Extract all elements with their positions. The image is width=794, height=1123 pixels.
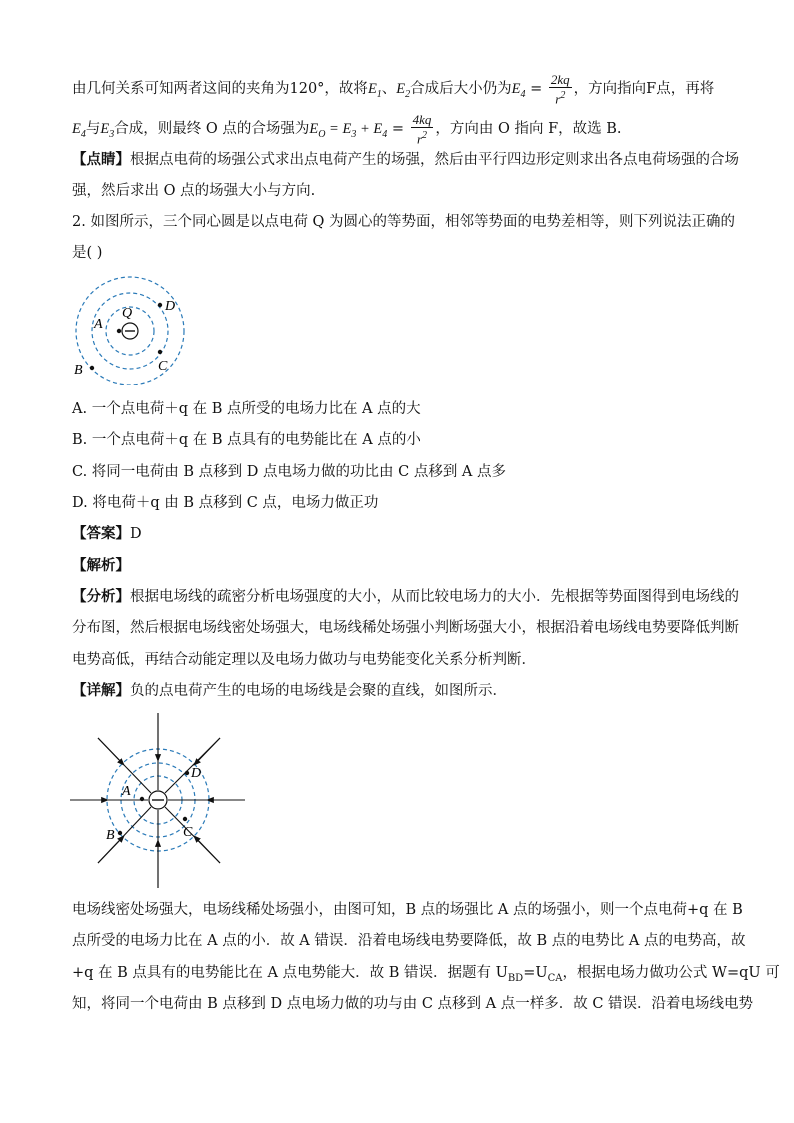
- comment-label: 【点睛】: [72, 151, 130, 168]
- label-D: D: [165, 299, 176, 314]
- point-D-dot: [185, 771, 189, 775]
- eo-expression: $E_O = E_3 + E_4$: [309, 121, 388, 141]
- text-span: 与: [85, 121, 101, 138]
- label-D: D: [191, 766, 202, 781]
- field-lines-figure: [70, 713, 248, 888]
- point-B-dot: [90, 366, 94, 370]
- fenxi-label: 【分析】: [72, 588, 130, 605]
- fenxi-line-3: 电势高低，再结合动能定理以及电场力做功与电势能变化关系分析判断．: [72, 652, 536, 668]
- point-C-dot: [183, 817, 187, 821]
- label-B: B: [74, 363, 83, 378]
- comment-text: 根据点电荷的场强公式求出点电荷产生的场强，然后由平行四边形定则求出各点电荷场强的合场: [130, 152, 739, 168]
- e4-symbol: $E_4$: [72, 121, 86, 141]
- text-span: 合成，则最终 O 点的合场强为: [114, 121, 310, 138]
- text-span: 由几何关系可知两者这间的夹角为120°，故将: [72, 81, 368, 98]
- field-line-top-left-arrow: [98, 738, 122, 763]
- question-line-1: 2. 如图所示，三个同心圆是以点电荷 Q 为圆心的等势面，相邻等势面的电势差相等，则下列说法正确的: [72, 214, 736, 230]
- label-A: A: [94, 317, 103, 332]
- xiangjie-label: 【详解】: [72, 682, 130, 699]
- field-line-top-right-arrow: [196, 738, 220, 763]
- body-line-4: 知，将同一个电荷由 B 点移到 D 点电场力做的功与由 C 点移到 A 点一样多．故 C 错误．沿着电场线电势: [72, 996, 754, 1012]
- text-span: 、: [381, 81, 397, 98]
- fraction-4kq-r2: $\frac{4kq}{r^2}$: [412, 112, 432, 147]
- point-A-dot: [117, 329, 121, 333]
- subscript-bd: BD: [507, 972, 524, 984]
- analysis-title: 【解析】: [72, 557, 130, 574]
- answer-label: 【答案】: [72, 525, 130, 542]
- equals-sign: =: [525, 81, 547, 98]
- field-line-bottom-right-arrow: [196, 838, 220, 863]
- fenxi-text: 根据电场线的疏密分析电场强度的大小，从而比较电场力的大小．先根据等势面图得到电场线的: [130, 589, 739, 605]
- equipotential-figure: [68, 270, 198, 385]
- text-span: 合成后大小仍为: [410, 81, 512, 98]
- point-A-dot: [140, 797, 144, 801]
- label-C: C: [183, 825, 193, 840]
- question-line-2: 是( ): [72, 245, 103, 261]
- e2-symbol: $E_2$: [396, 81, 411, 101]
- text-span: +q 在 B 点具有的电势能比在 A 点电势能大．故 B 错误．据题有 U: [72, 965, 508, 981]
- point-B-dot: [118, 831, 122, 835]
- answer-value: D: [130, 526, 142, 542]
- e4-symbol: $E_4$: [511, 81, 526, 101]
- comment-line-2: 强，然后求出 O 点的场强大小与方向.: [72, 183, 316, 199]
- fraction-2kq-r2: $\frac{2kq}{r^2}$: [550, 72, 570, 107]
- point-D-dot: [158, 303, 162, 307]
- option-b: B. 一个点电荷＋q 在 B 点具有的电势能比在 A 点的小: [72, 432, 421, 448]
- comment-line-1: [72, 150, 739, 170]
- label-A: A: [122, 784, 131, 799]
- label-C: C: [158, 359, 168, 374]
- point-C-dot: [158, 350, 162, 354]
- option-d: D. 将电荷＋q 由 B 点移到 C 点，电场力做正功: [72, 495, 379, 511]
- text-span: ，方向指向F点，再将: [573, 81, 715, 98]
- paragraph-line-2: [72, 112, 622, 146]
- text-span: =U: [523, 965, 548, 981]
- e3-symbol: $E_3$: [100, 121, 115, 141]
- body-line-1: 电场线密处场强大，电场线稀处场强小，由图可知，B 点的场强比 A 点的场强小，则一个点电荷+q 在 B: [72, 902, 743, 918]
- option-c: C. 将同一电荷由 B 点移到 D 点电场力做的功比由 C 点移到 A 点多: [72, 464, 507, 480]
- xiangjie-text: 负的点电荷产生的电场的电场线是会聚的直线，如图所示．: [130, 683, 507, 699]
- answer-line: [72, 524, 142, 544]
- e1-symbol: $E_1$: [367, 81, 382, 101]
- paragraph-line-1: [72, 72, 714, 106]
- fenxi-line-2: 分布图，然后根据电场线密处场强大，电场线稀处场强小判断场强大小，根据沿着电场线电势要降低判断: [72, 620, 739, 636]
- body-line-3: [72, 963, 780, 989]
- label-B: B: [106, 828, 115, 843]
- label-Q: Q: [122, 306, 133, 321]
- option-a: A. 一个点电荷＋q 在 B 点所受的电场力比在 A 点的大: [72, 401, 421, 417]
- text-span: ，方向由 O 指向 F，故选 B.: [435, 121, 622, 138]
- body-line-2: 点所受的电场力比在 A 点的小．故 A 错误．沿着电场线电势要降低，故 B 点的电势比 A 点的电势高，故: [72, 933, 746, 949]
- subscript-ca: CA: [547, 972, 563, 984]
- equals-sign: =: [387, 121, 409, 138]
- text-span: ，根据电场力做功公式 W=qU 可: [562, 965, 780, 981]
- xiangjie-line-1: [72, 681, 507, 701]
- fenxi-line-1: [72, 587, 739, 607]
